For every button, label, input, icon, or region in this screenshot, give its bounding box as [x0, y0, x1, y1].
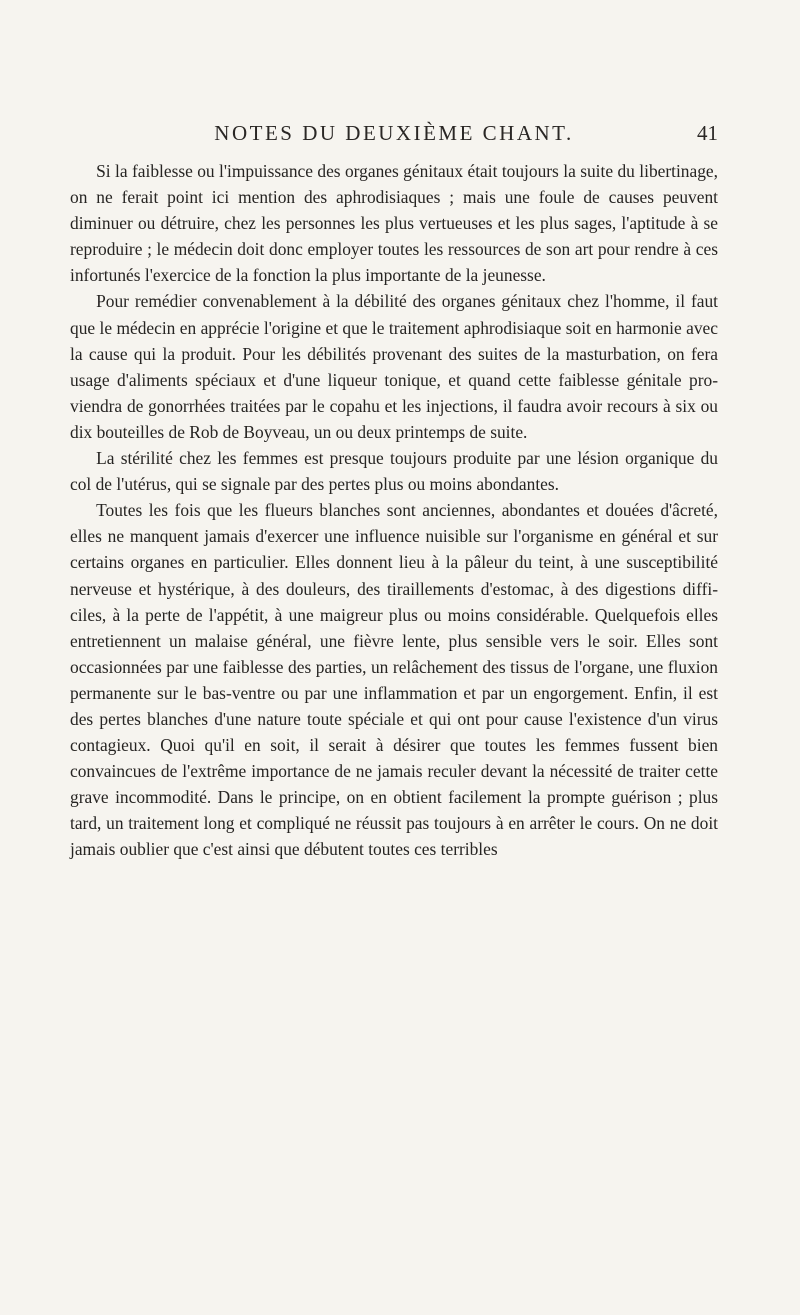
- paragraph-debilite: Pour remédier convenablement à la débilité des organes génitaux chez l'homme, il faut que le médecin en apprécie l'origine et que le traitement aphrodisiaque soit en harmonie avec la cause qui la produit. Pour les débilités provenant des suites de la masturbation, on fera usage d'aliments spéciaux et d'une liqueur tonique, et quand cette faiblesse génitale proviendra de gonorrhées traitées par le copahu et les injections, il faudra avoir recours à six ou dix bouteilles de Rob de Boyveau, un ou deux printemps de suite.: [70, 291, 718, 442]
- paragraph-sterilite: La stérilité chez les femmes est presque toujours produite par une lésion organique du col de l'utérus, qui se signale par des pertes plus ou moins abondantes.: [70, 448, 718, 495]
- body-text: [70, 158, 718, 863]
- paragraph-flueurs-blanches: Toutes les fois que les flueurs blanches sont anciennes, abondantes et douées d'âcreté, elles ne manquent jamais d'exercer une influence nuisible sur l'organisme en général et sur certains organes en particulier. Elles donnent lieu à la pâleur du teint, à une susceptibilité nerveuse et hystérique, à des douleurs, des tiraillements d'estomac, à des digestions difficiles, à la perte de l'appétit, à une maigreur plus ou moins considérable. Quelquefois elles entretiennent un malaise général, une fièvre lente, plus sensible vers le soir. Elles sont occasionnées par une faiblesse des parties, un relâchement des tissus de l'organe, une fluxion permanente sur le bas-ventre ou par une inflammation et par un engorgement. Enfin, il est des pertes blanches d'une nature toute spéciale et qui ont pour cause l'existence d'un virus contagieux. Quoi qu'il en soit, il serait à désirer que toutes les femmes fussent bien convaincues de l'extrême importance de ne jamais reculer devant la nécessité de traiter cette grave incommodité. Dans le principe, on en obtient facilement la prompte guérison ; plus tard, un traitement long et compliqué ne réussit pas toujours à en arrêter le cours. On ne doit jamais oublier que c'est ainsi que débutent toutes ces terribles: [70, 500, 718, 860]
- page-number: 41: [697, 121, 718, 145]
- paragraph-aphrodisiaques: Si la faiblesse ou l'impuissance des organes génitaux était toujours la suite du libertinage, on ne ferait point ici mention des aphrodisiaques ; mais une foule de causes peuvent diminuer ou détruire, chez les personnes les plus vertueuses et les plus sages, l'aptitude à se reproduire ; le médecin doit donc employer toutes les ressources de son art pour rendre à ces infortunés l'exercice de la fonction la plus importante de la jeunesse.: [70, 161, 718, 286]
- running-title: NOTES DU DEUXIÈME CHANT.: [214, 121, 574, 145]
- running-head: [70, 118, 718, 148]
